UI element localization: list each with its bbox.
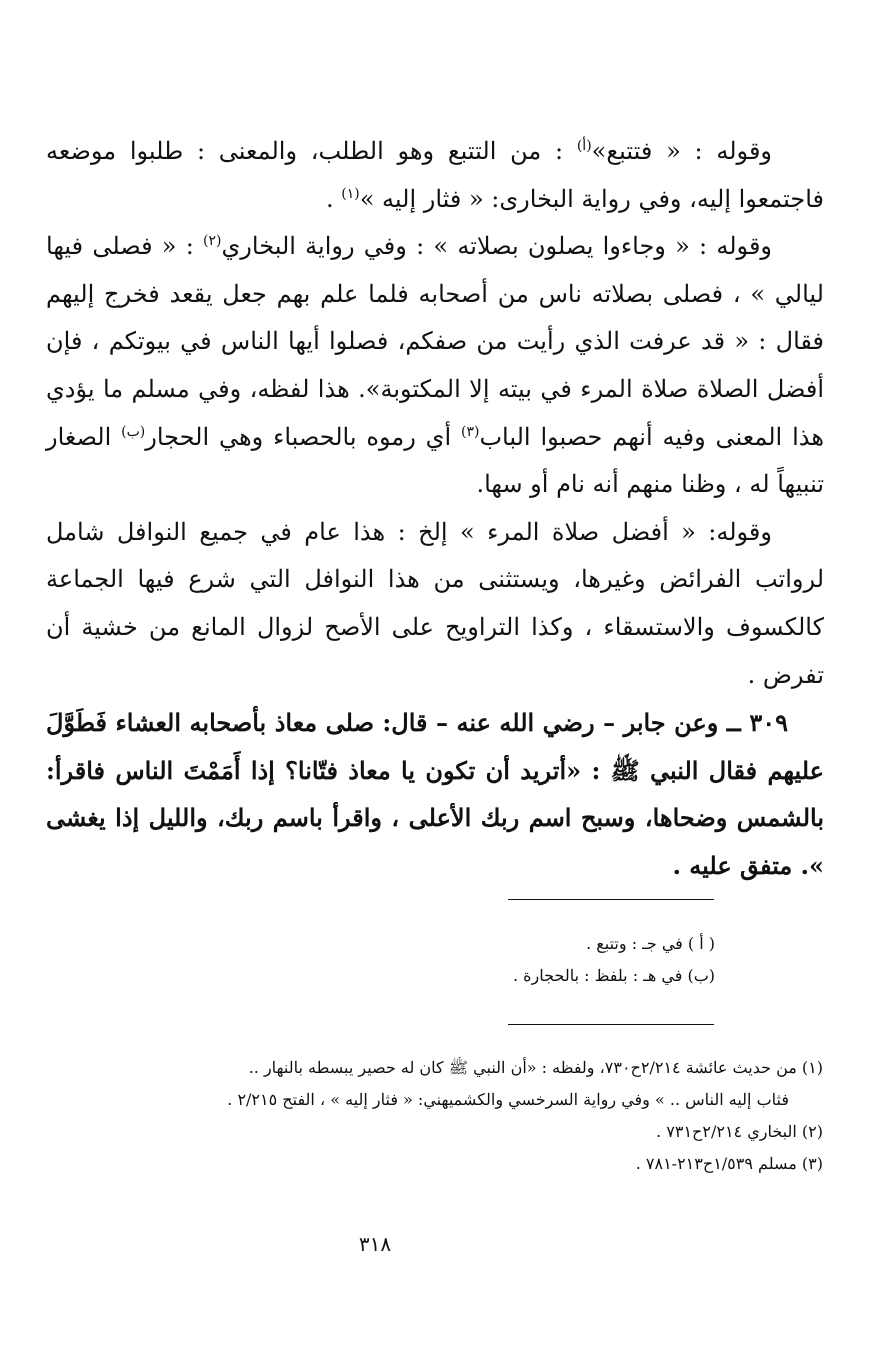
footnote-2: (٢) البخاري ٢/٢١٤ح٧٣١ . <box>656 1122 823 1141</box>
text-run: وقوله : « فتتبع» <box>591 137 772 165</box>
variant-note-a: ( أ ) في جـ : وتتبع . <box>586 934 715 953</box>
footnote-marker: (ب) <box>121 423 146 440</box>
text-run: الصغار تنبيهاً له ، وظنا منهم أنه نام أو سها. <box>46 422 824 499</box>
commentary-paragraph-1 <box>46 128 824 223</box>
footnote-1: (١) من حديث عائشة ٢/٢١٤ح٧٣٠، ولفظه : «أن النبي ﷺ كان له حصير يبسطه بالنهار .. <box>248 1058 823 1077</box>
text-run: أي رموه بالحصباء وهي الحجار <box>145 422 461 451</box>
footnote-marker: (١) <box>341 185 360 202</box>
text-run: . <box>325 184 342 213</box>
hadith-309: ٣٠٩ ــ وعن جابر – رضي الله عنه – قال: صلى معاذ بأصحابه العشاء فَطَوَّلَ عليهم فقال النبي ﷺ : «أتريد أن تكون يا معاذ فتّانا؟ إذا أَمَمْتَ الناس فاقرأ: بالشمس وضحاها، وسبح اسم ربك الأعلى ، واقرأ باسم ربك، والليل إذا يغشى ». متفق عليه . <box>46 708 824 880</box>
text-run: : « فصلى فيها ليالي » ، فصلى بصلاته ناس من أصحابه فلما علم بهم جعل يقعد فخرج إليهم فقال : « قد عرفت الذي رأيت من صفكم، فصلوا أيها الناس في بيوتكم ، فإن أفضل الصلاة صلاة المرء في بيته إلا المكتوبة». هذا لفظه، وفي مسلم ما يؤدي هذا المعنى وفيه أنهم حصبوا الباب <box>46 232 824 451</box>
variant-note-b: (ب) في هـ : بلفظ : بالحجارة . <box>513 966 715 985</box>
variant-notes-divider <box>508 899 714 900</box>
footnote-marker: (٢) <box>203 233 222 250</box>
commentary-paragraph-2 <box>46 223 824 509</box>
footnote-marker: (٣) <box>460 423 480 440</box>
text-run: : من التتبع وهو الطلب، والمعنى : طلبوا موضعه فاجتمعوا إليه، وفي رواية البخارى: « فثار إليه » <box>46 137 824 213</box>
page-number: ٣١٨ <box>358 1232 392 1256</box>
commentary-paragraph-3: وقوله: « أفضل صلاة المرء » إلخ : هذا عام في جميع النوافل شامل لرواتب الفرائض وغيرها، ويستثنى من هذا النوافل التي شرع فيها الجماعة كالكسوف والاستسقاء ، وكذا التراويح على الأصح لزوال المانع من خشية أن تفرض . <box>46 517 825 689</box>
footnotes <box>50 1052 823 1180</box>
footnotes-divider <box>508 1024 714 1025</box>
main-text <box>46 128 824 890</box>
text-run: وقوله : « وجاءوا يصلون بصلاته » : وفي رواية البخاري <box>221 232 773 261</box>
footnote-marker: (أ) <box>576 138 592 154</box>
footnote-1-continuation: فثاب إليه الناس .. » وفي رواية السرخسي والكشميهني: « فثار إليه » ، الفتح ٢/٢١٥ . <box>227 1090 789 1109</box>
variant-notes <box>215 928 715 992</box>
footnote-3: (٣) مسلم ١/٥٣٩ح٢١٣-٧٨١ . <box>635 1154 823 1173</box>
